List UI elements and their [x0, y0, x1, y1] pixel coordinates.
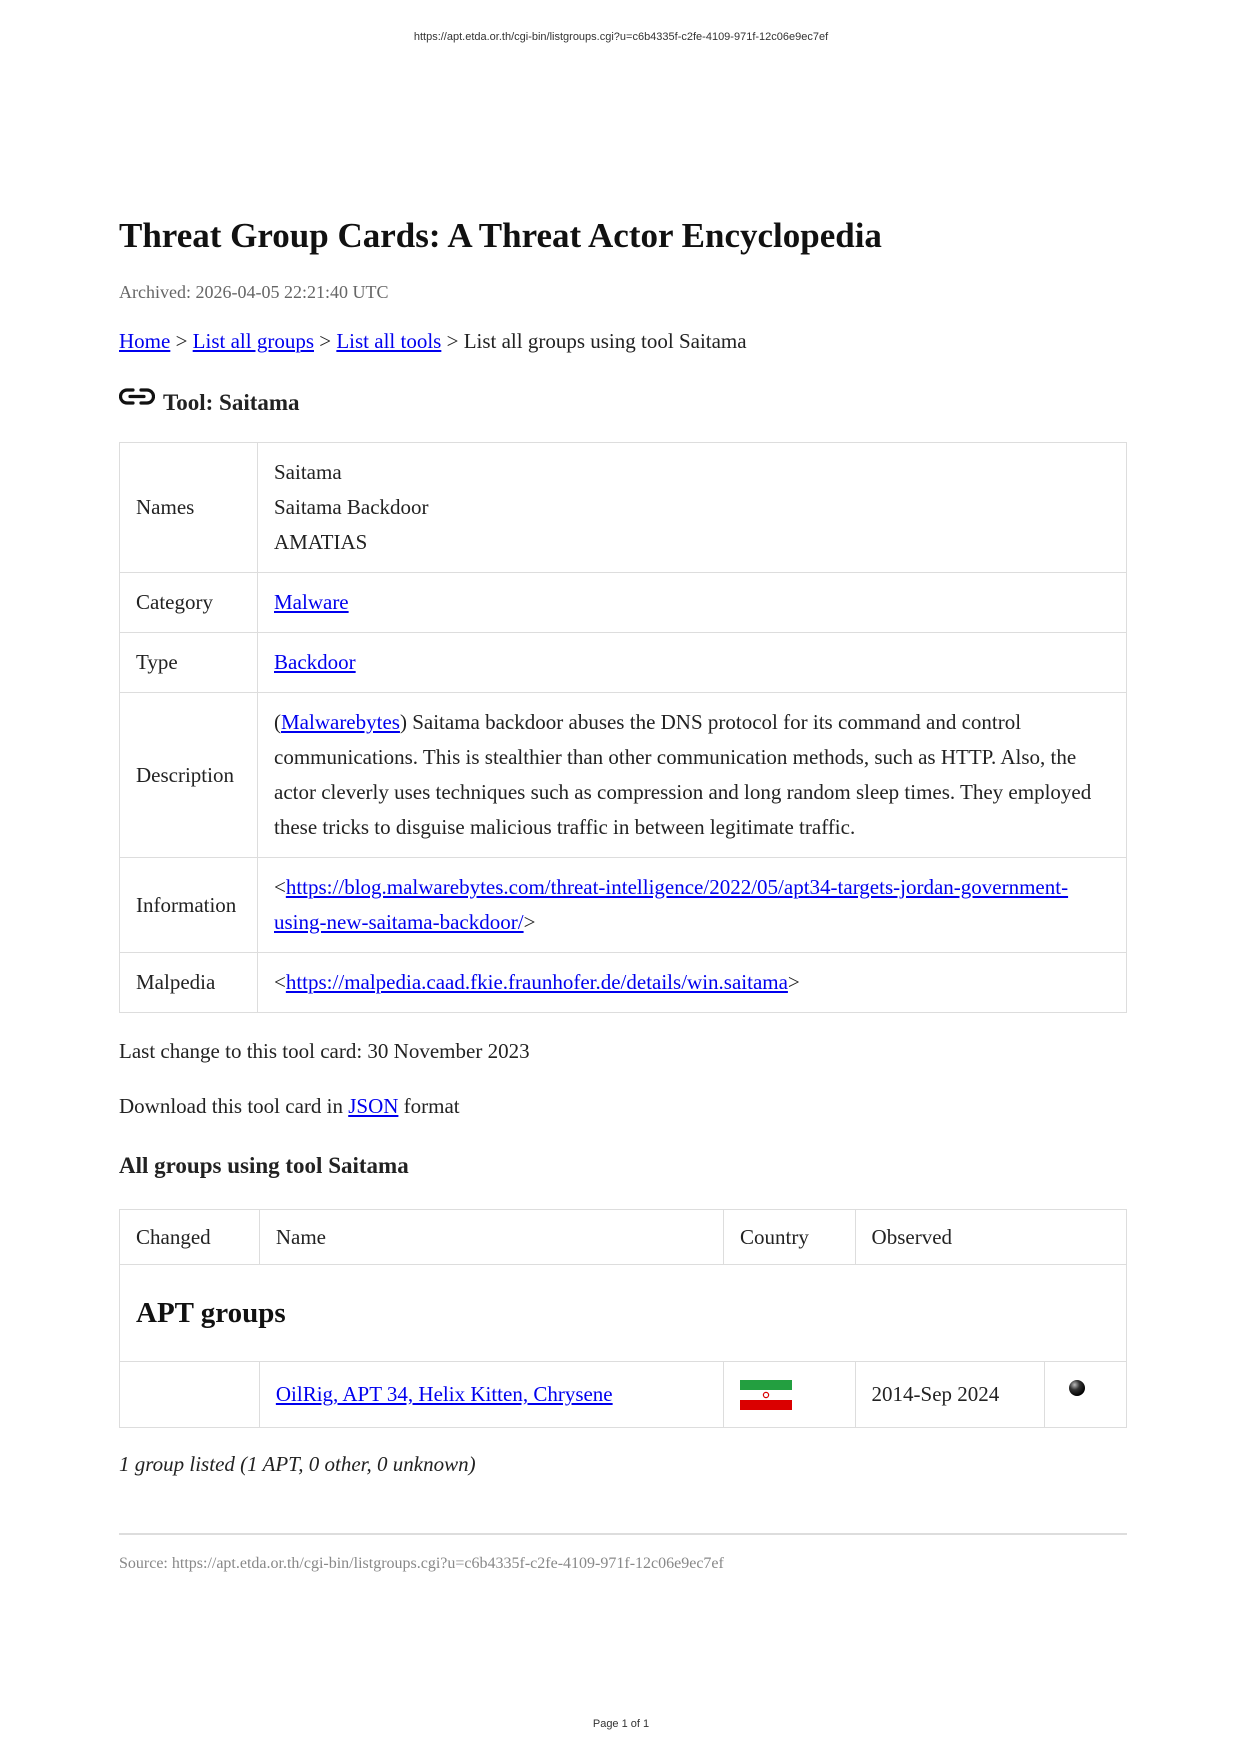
breadcrumb-separator: > — [319, 329, 332, 353]
groups-summary: 1 group listed (1 APT, 0 other, 0 unknown) — [119, 1452, 476, 1476]
type-link[interactable]: Backdoor — [274, 650, 356, 674]
type-row — [120, 633, 1127, 693]
names-label: Names — [120, 443, 258, 573]
section-row — [120, 1265, 1127, 1362]
source-url: Source: https://apt.etda.or.th/cgi-bin/listgroups.cgi?u=c6b4335f-c2fe-4109-971f-12c06e9ec7ef — [119, 1555, 724, 1572]
names-values — [258, 443, 1127, 573]
angle-close: > — [787, 970, 800, 994]
description-source-link[interactable]: Malwarebytes — [281, 710, 400, 734]
download-prefix: Download this tool card in — [119, 1094, 349, 1118]
json-download-link[interactable]: JSON — [348, 1094, 399, 1118]
groups-table — [119, 1209, 1127, 1428]
description-row — [120, 693, 1127, 858]
category-link[interactable]: Malware — [274, 590, 349, 614]
page-content — [119, 212, 1127, 1573]
page-title: Threat Group Cards: A Threat Actor Encyclopedia — [119, 216, 882, 255]
group-link[interactable]: OilRig, APT 34, Helix Kitten, Chrysene — [275, 1382, 613, 1406]
groups-heading: All groups using tool Saitama — [119, 1153, 409, 1178]
tool-name: AMATIAS — [274, 530, 368, 554]
download-suffix: format — [398, 1094, 460, 1118]
column-header-country: Country — [723, 1210, 855, 1265]
breadcrumb — [119, 329, 1127, 354]
description-text: ) Saitama backdoor abuses the DNS protocol for its command and control communications. This is stealthier than other communication methods, such as HTTP. Also, the actor cleverly uses techniques such as compression and long random sleep times. They employed these tricks to disguise malicious traffic in between legitimate traffic. — [274, 710, 1092, 839]
malpedia-label: Malpedia — [120, 953, 258, 1013]
breadcrumb-groups-link[interactable]: List all groups — [192, 329, 314, 353]
black-circle-icon — [1067, 1378, 1087, 1398]
page-number: Page 1 of 1 — [592, 1718, 650, 1730]
breadcrumb-separator: > — [446, 329, 459, 353]
information-label: Information — [120, 858, 258, 953]
column-header-name: Name — [259, 1210, 723, 1265]
breadcrumb-separator: > — [175, 329, 188, 353]
malpedia-link[interactable]: https://malpedia.caad.fkie.fraunhofer.de/details/win.saitama — [285, 970, 788, 994]
archived-timestamp: Archived: 2026-04-05 22:21:40 UTC — [119, 282, 389, 302]
category-label: Category — [120, 573, 258, 633]
tool-heading — [119, 390, 1127, 416]
information-value — [258, 858, 1127, 953]
description-value — [258, 693, 1127, 858]
tool-heading-text: Tool: Saitama — [163, 390, 300, 415]
tool-name: Saitama Backdoor — [274, 495, 429, 519]
description-open-paren: ( — [274, 710, 281, 734]
print-header-url: https://apt.etda.or.th/cgi-bin/listgroups.cgi?u=c6b4335f-c2fe-4109-971f-12c06e9ec7ef — [413, 31, 829, 43]
column-header-observed: Observed — [855, 1210, 1126, 1265]
groups-header-row — [120, 1210, 1127, 1265]
malpedia-row — [120, 953, 1127, 1013]
information-link[interactable]: https://blog.malwarebytes.com/threat-intelligence/2022/05/apt34-targets-jordan-government-using-new-saitama-backdoor/ — [274, 875, 1069, 934]
download-note — [119, 1094, 1127, 1119]
name-cell — [259, 1362, 723, 1428]
tool-info-table — [119, 442, 1127, 1013]
breadcrumb-home-link[interactable]: Home — [119, 329, 171, 353]
category-row — [120, 573, 1127, 633]
status-cell — [1045, 1362, 1127, 1428]
malpedia-value — [258, 953, 1127, 1013]
column-header-changed: Changed — [120, 1210, 260, 1265]
breadcrumb-tools-link[interactable]: List all tools — [336, 329, 442, 353]
table-row — [120, 1362, 1127, 1428]
angle-open: < — [274, 970, 286, 994]
tool-name: Saitama — [274, 460, 342, 484]
divider — [119, 1533, 1127, 1535]
breadcrumb-current: List all groups using tool Saitama — [463, 329, 747, 353]
angle-open: < — [274, 875, 286, 899]
changed-cell — [120, 1362, 260, 1428]
angle-close: > — [523, 910, 536, 934]
link-icon — [119, 386, 155, 408]
country-cell — [723, 1362, 855, 1428]
section-title-apt: APT groups — [120, 1265, 1127, 1362]
observed-cell: 2014-Sep 2024 — [855, 1362, 1045, 1428]
description-label: Description — [120, 693, 258, 858]
type-label: Type — [120, 633, 258, 693]
last-change-note: Last change to this tool card: 30 November 2023 — [119, 1039, 530, 1063]
information-row — [120, 858, 1127, 953]
names-row — [120, 443, 1127, 573]
iran-flag-icon — [740, 1380, 792, 1410]
